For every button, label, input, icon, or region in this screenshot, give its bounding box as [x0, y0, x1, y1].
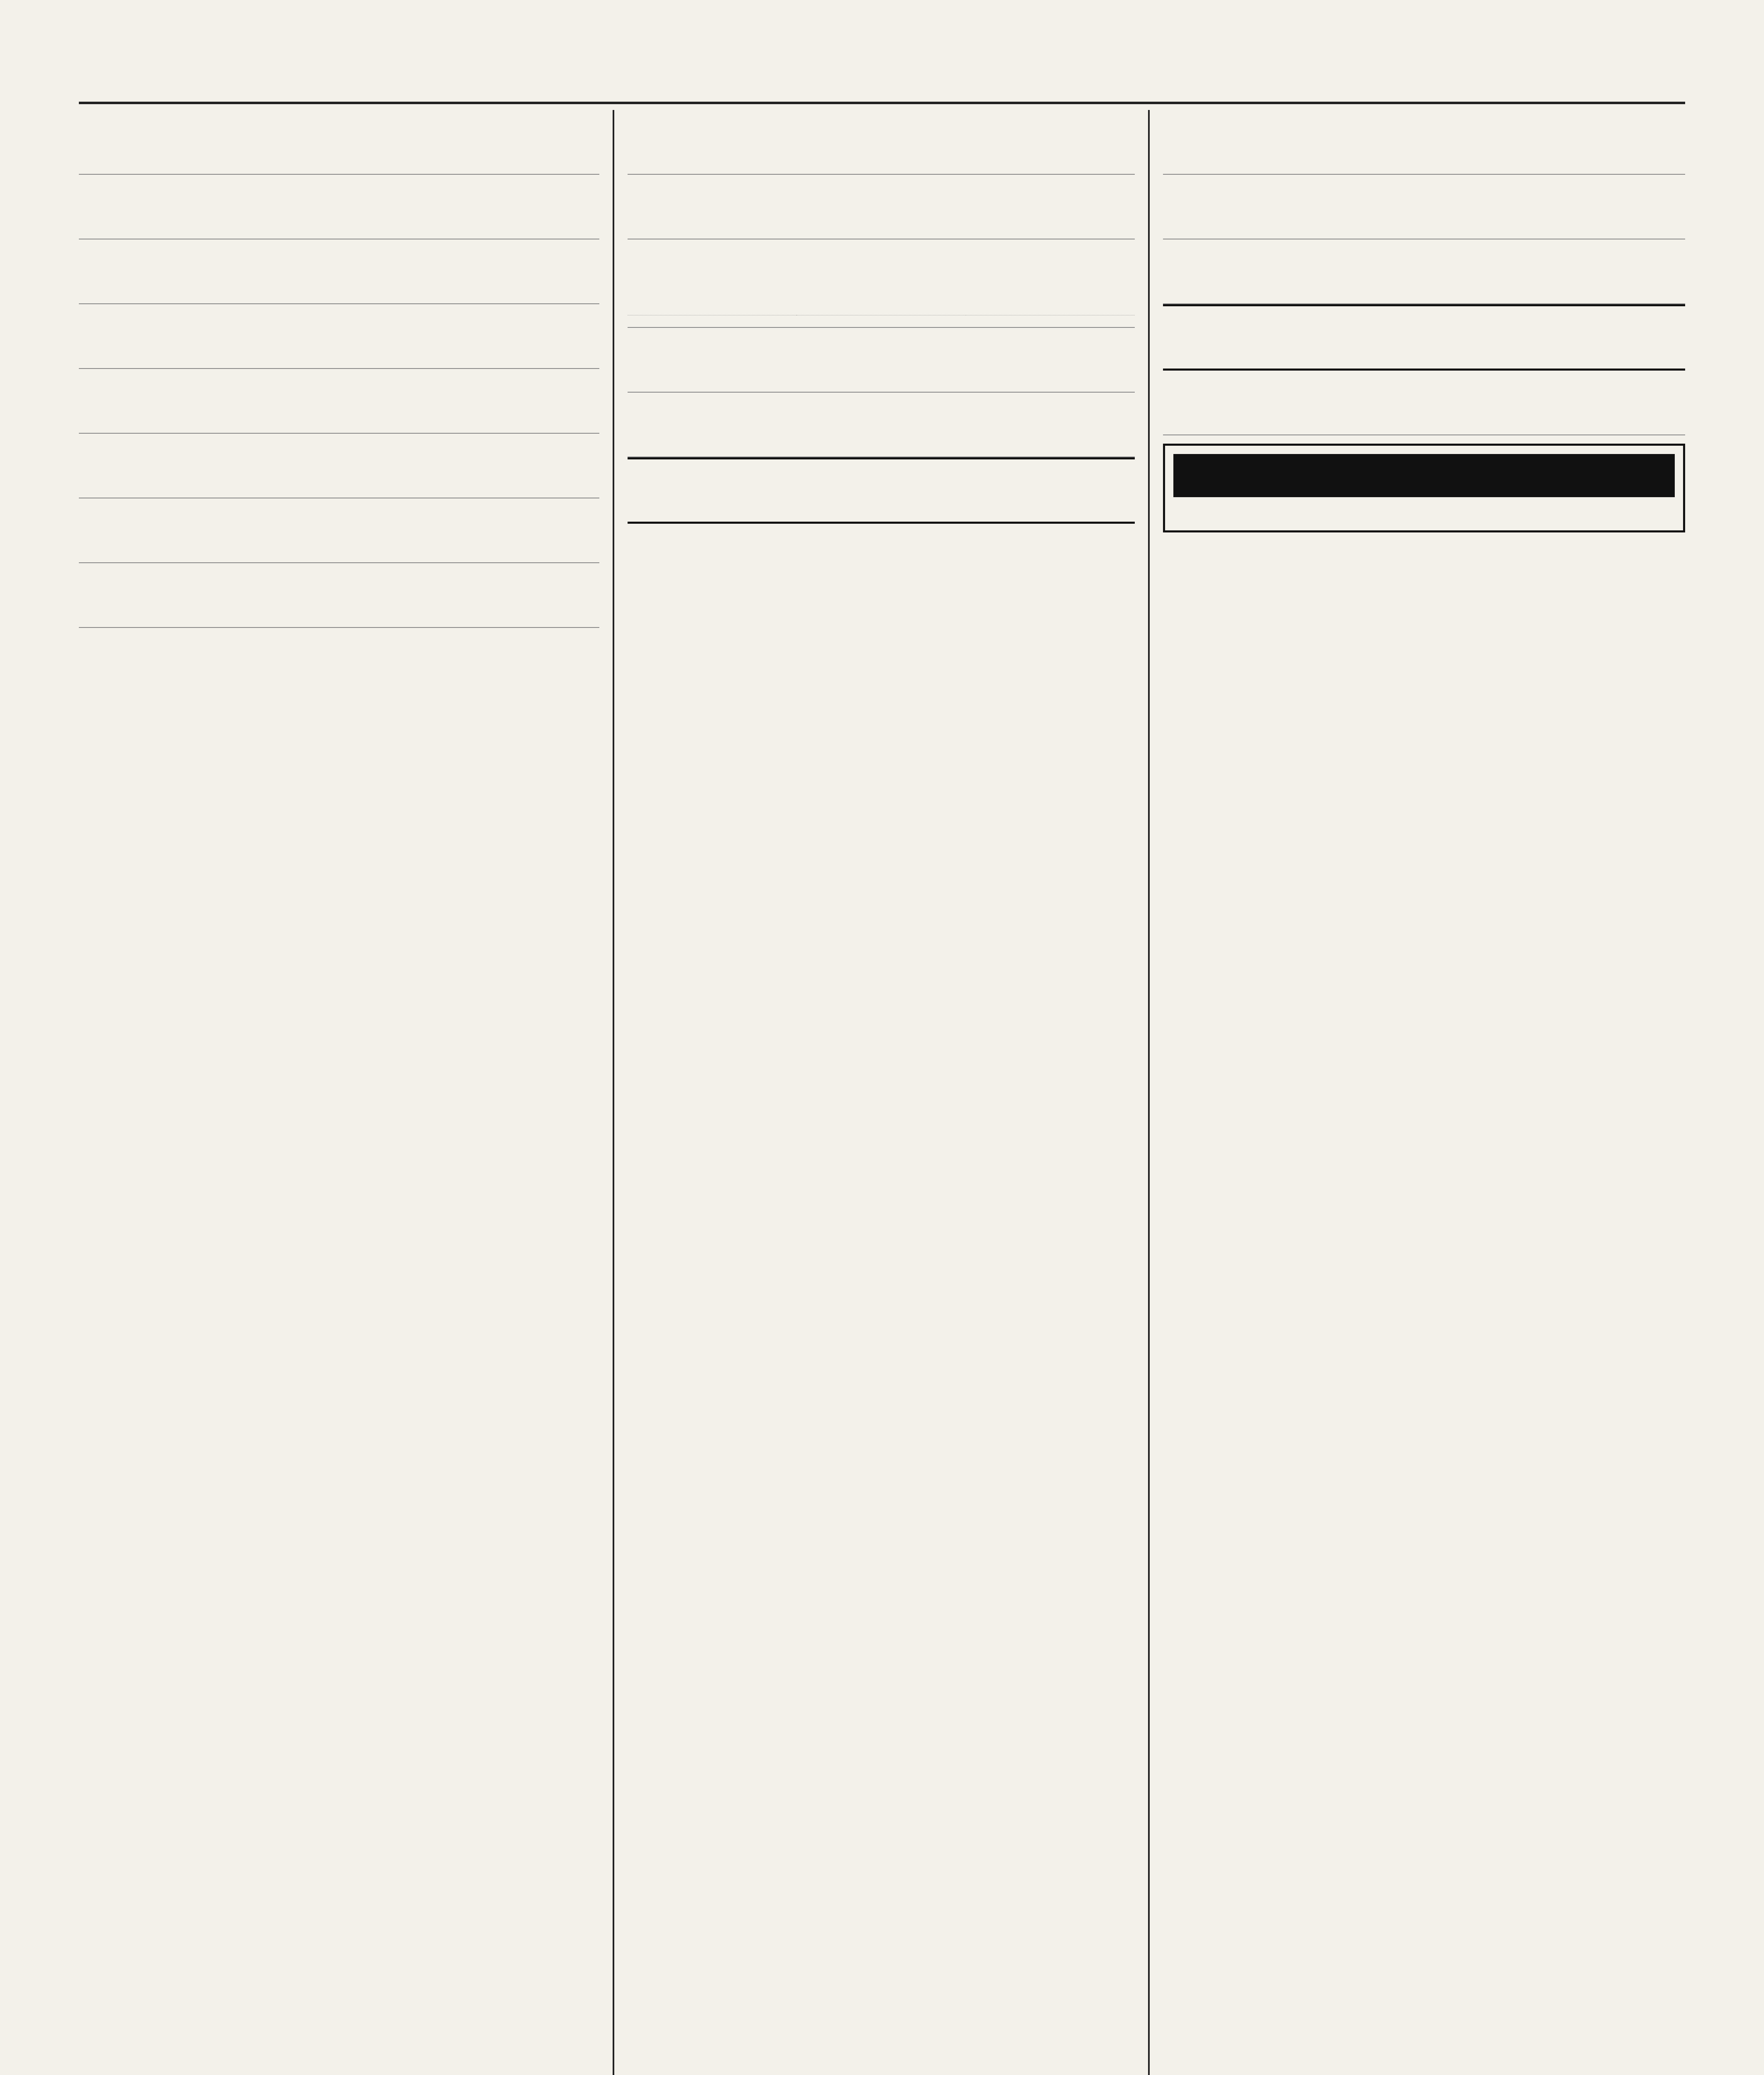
article: [1163, 175, 1685, 239]
ad-body: [1173, 503, 1675, 522]
article: [1163, 371, 1685, 435]
article-title: [79, 571, 599, 593]
table-header: [796, 297, 965, 315]
article-body: [1163, 210, 1685, 229]
article: [79, 239, 599, 304]
article-body: [628, 428, 1135, 447]
article-body: [628, 210, 1135, 229]
article-title: [628, 248, 1135, 269]
article-body: [1163, 146, 1685, 165]
page-header: [79, 39, 1685, 104]
sugar-price-table: [628, 297, 1135, 315]
article-body: [79, 146, 599, 165]
article-title: [1163, 315, 1685, 337]
article-title: [79, 507, 599, 528]
article-body: [628, 146, 1135, 165]
article: [1163, 110, 1685, 175]
article: [1163, 239, 1685, 304]
article-body: [79, 275, 599, 294]
article-title: [79, 118, 599, 140]
article: [628, 457, 1135, 524]
article: [79, 563, 599, 628]
article-title: [79, 377, 599, 399]
column-1: [79, 110, 614, 2075]
article-title: [1163, 118, 1685, 140]
article-title: [628, 336, 1135, 358]
column-3: [1150, 110, 1685, 2075]
article-title: [79, 248, 599, 269]
article-body: [1163, 275, 1685, 294]
article: [79, 369, 599, 434]
article: [628, 239, 1135, 328]
article: [628, 175, 1135, 239]
article-title: [1163, 379, 1685, 400]
article: [628, 393, 1135, 457]
article-title: [79, 312, 599, 334]
article-body: [79, 599, 599, 618]
article-title: [628, 118, 1135, 140]
columns: [79, 110, 1685, 2075]
article-body: [79, 210, 599, 229]
article-title: [1163, 183, 1685, 205]
article-body: [1163, 406, 1685, 425]
article: [628, 328, 1135, 393]
article-body: [79, 340, 599, 359]
article: [1163, 304, 1685, 371]
article-body: [628, 364, 1135, 383]
article-title: [628, 469, 1135, 490]
article: [79, 498, 599, 563]
table-header: [628, 297, 796, 315]
article-title: [79, 183, 599, 205]
article-title: [1163, 248, 1685, 269]
article: [79, 175, 599, 239]
article: [79, 434, 599, 498]
advertisement: [1163, 444, 1685, 532]
article-body: [628, 496, 1135, 515]
article-body: [1163, 343, 1685, 362]
article-title: [628, 183, 1135, 205]
article: [79, 304, 599, 369]
article-title: [79, 442, 599, 464]
article-body: [628, 275, 1135, 294]
ad-title: [1173, 454, 1675, 497]
article: [628, 110, 1135, 175]
newspaper-page: [79, 39, 1685, 2075]
table-header: [966, 297, 1135, 315]
article-body: [79, 534, 599, 553]
article-title: [628, 401, 1135, 422]
article-body: [79, 405, 599, 424]
article-body: [79, 469, 599, 488]
article: [79, 110, 599, 175]
column-2: [614, 110, 1150, 2075]
